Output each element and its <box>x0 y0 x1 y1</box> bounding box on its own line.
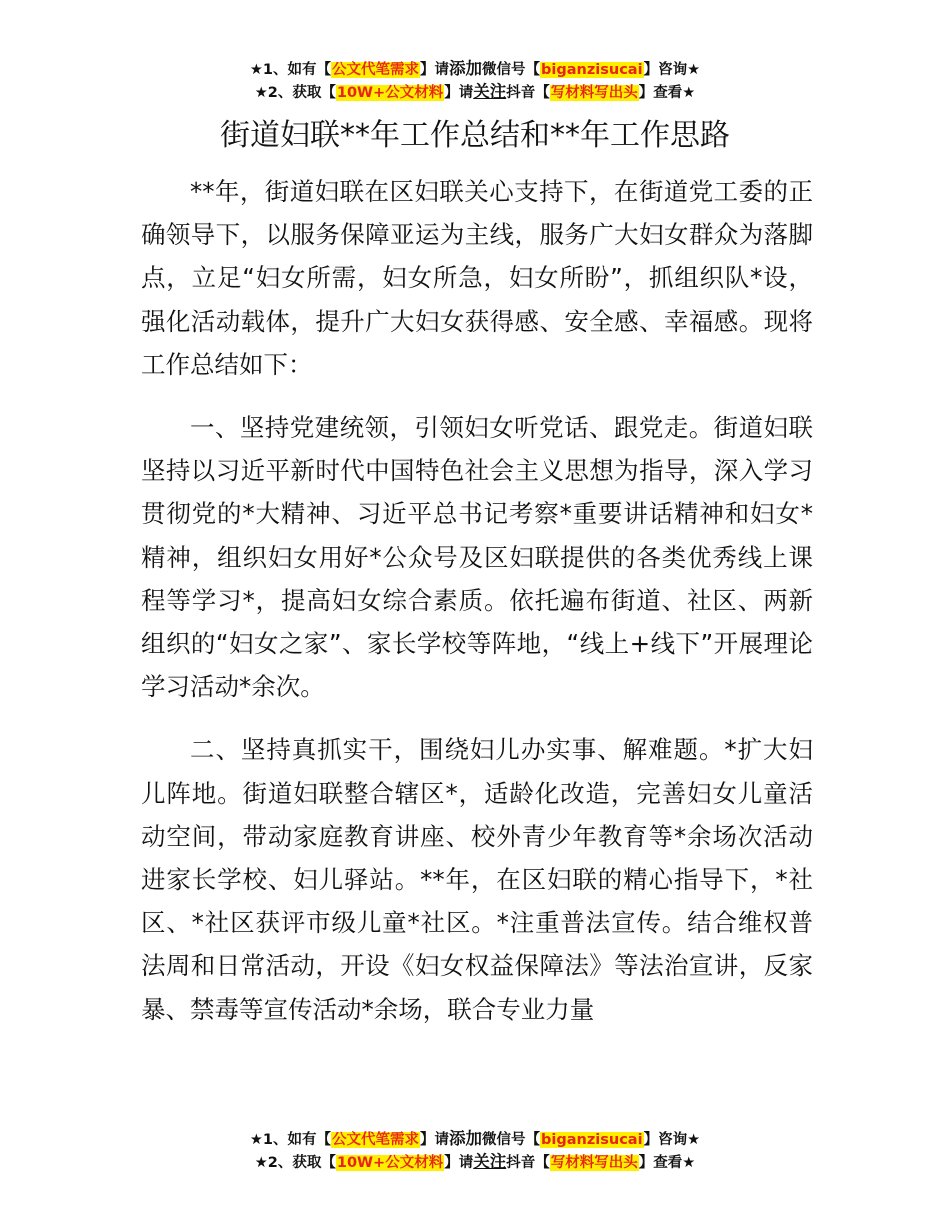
banner-highlight: biganzisucai <box>541 62 643 78</box>
banner-line-1 <box>0 58 950 81</box>
banner-highlight: 10W+公文材料 <box>336 85 444 101</box>
banner-line-2 <box>0 81 950 104</box>
banner-text: 】咨询★ <box>643 1132 701 1148</box>
banner-text: 】咨询★ <box>643 62 701 78</box>
banner-line-2 <box>0 1151 950 1174</box>
banner-text: ★1、如有【 <box>249 62 332 78</box>
banner-highlight: 公文代笔需求 <box>332 62 420 78</box>
document-body <box>141 170 813 1051</box>
banner-text: ★1、如有【 <box>249 1132 332 1148</box>
banner-highlight: biganzisucai <box>541 1132 643 1148</box>
banner-text: ★2、获取【 <box>254 85 336 101</box>
paragraph-section-1: 一、坚持党建统领，引领妇女听党话、跟党走。街道妇联坚持以习近平新时代中国特色社会主义思想为指导，深入学习贯彻党的*大精神、习近平总书记考察*重要讲话精神和妇女*精神，组织妇女用好*公众号及区妇联提供的各类优秀线上课程等学习*，提高妇女综合素质。依托遍布街道、社区、两新组织的“妇女之家”、家长学校等阵地，“线上+线下”开展理论学习活动*余次。 <box>141 413 813 702</box>
banner-text: ★2、获取【 <box>254 1155 336 1171</box>
banner-emphasis: 添加 <box>449 59 483 78</box>
banner-text: 】查看★ <box>638 1155 696 1171</box>
banner-highlight: 写材料写出头 <box>550 85 638 101</box>
banner-emphasis: 关注 <box>473 1152 507 1171</box>
banner-text: 抖音【 <box>506 1155 550 1171</box>
banner-emphasis: 添加 <box>449 1129 483 1148</box>
banner-line-1 <box>0 1128 950 1151</box>
banner-emphasis: 关注 <box>473 82 507 101</box>
banner-highlight: 10W+公文材料 <box>336 1155 444 1171</box>
banner-text: 】查看★ <box>638 85 696 101</box>
document-title: 街道妇联**年工作总结和**年工作思路 <box>220 118 730 153</box>
paragraph-intro: **年，街道妇联在区妇联关心支持下，在街道党工委的正确领导下，以服务保障亚运为主线，服务广大妇女群众为落脚点，立足“妇女所需，妇女所急，妇女所盼”，抓组织队*设，强化活动载体，提升广大妇女获得感、安全感、幸福感。现将工作总结如下： <box>141 177 813 379</box>
banner-text: 抖音【 <box>506 85 550 101</box>
banner-text: 】请 <box>444 85 474 101</box>
paragraph-section-2: 二、坚持真抓实干，围绕妇儿办实事、解难题。*扩大妇儿阵地。街道妇联整合辖区*，适龄化改造，完善妇女儿童活动空间，带动家庭教育讲座、校外青少年教育等*余场次活动进家长学校、妇儿驿站。**年，在区妇联的精心指导下，*社区、*社区获评市级儿童*社区。*注重普法宣传。结合维权普法周和日常活动，开设《妇女权益保障法》等法治宣讲，反家暴、禁毒等宣传活动*余场，联合专业力量 <box>141 735 813 1024</box>
banner-text: 】请 <box>444 1155 474 1171</box>
header-banner <box>0 58 950 104</box>
footer-banner <box>0 1128 950 1174</box>
banner-text: 微信号【 <box>482 1132 541 1148</box>
banner-highlight: 公文代笔需求 <box>332 1132 420 1148</box>
banner-text: 微信号【 <box>482 62 541 78</box>
banner-highlight: 写材料写出头 <box>550 1155 638 1171</box>
banner-text: 】请 <box>420 1132 450 1148</box>
banner-text: 】请 <box>420 62 450 78</box>
